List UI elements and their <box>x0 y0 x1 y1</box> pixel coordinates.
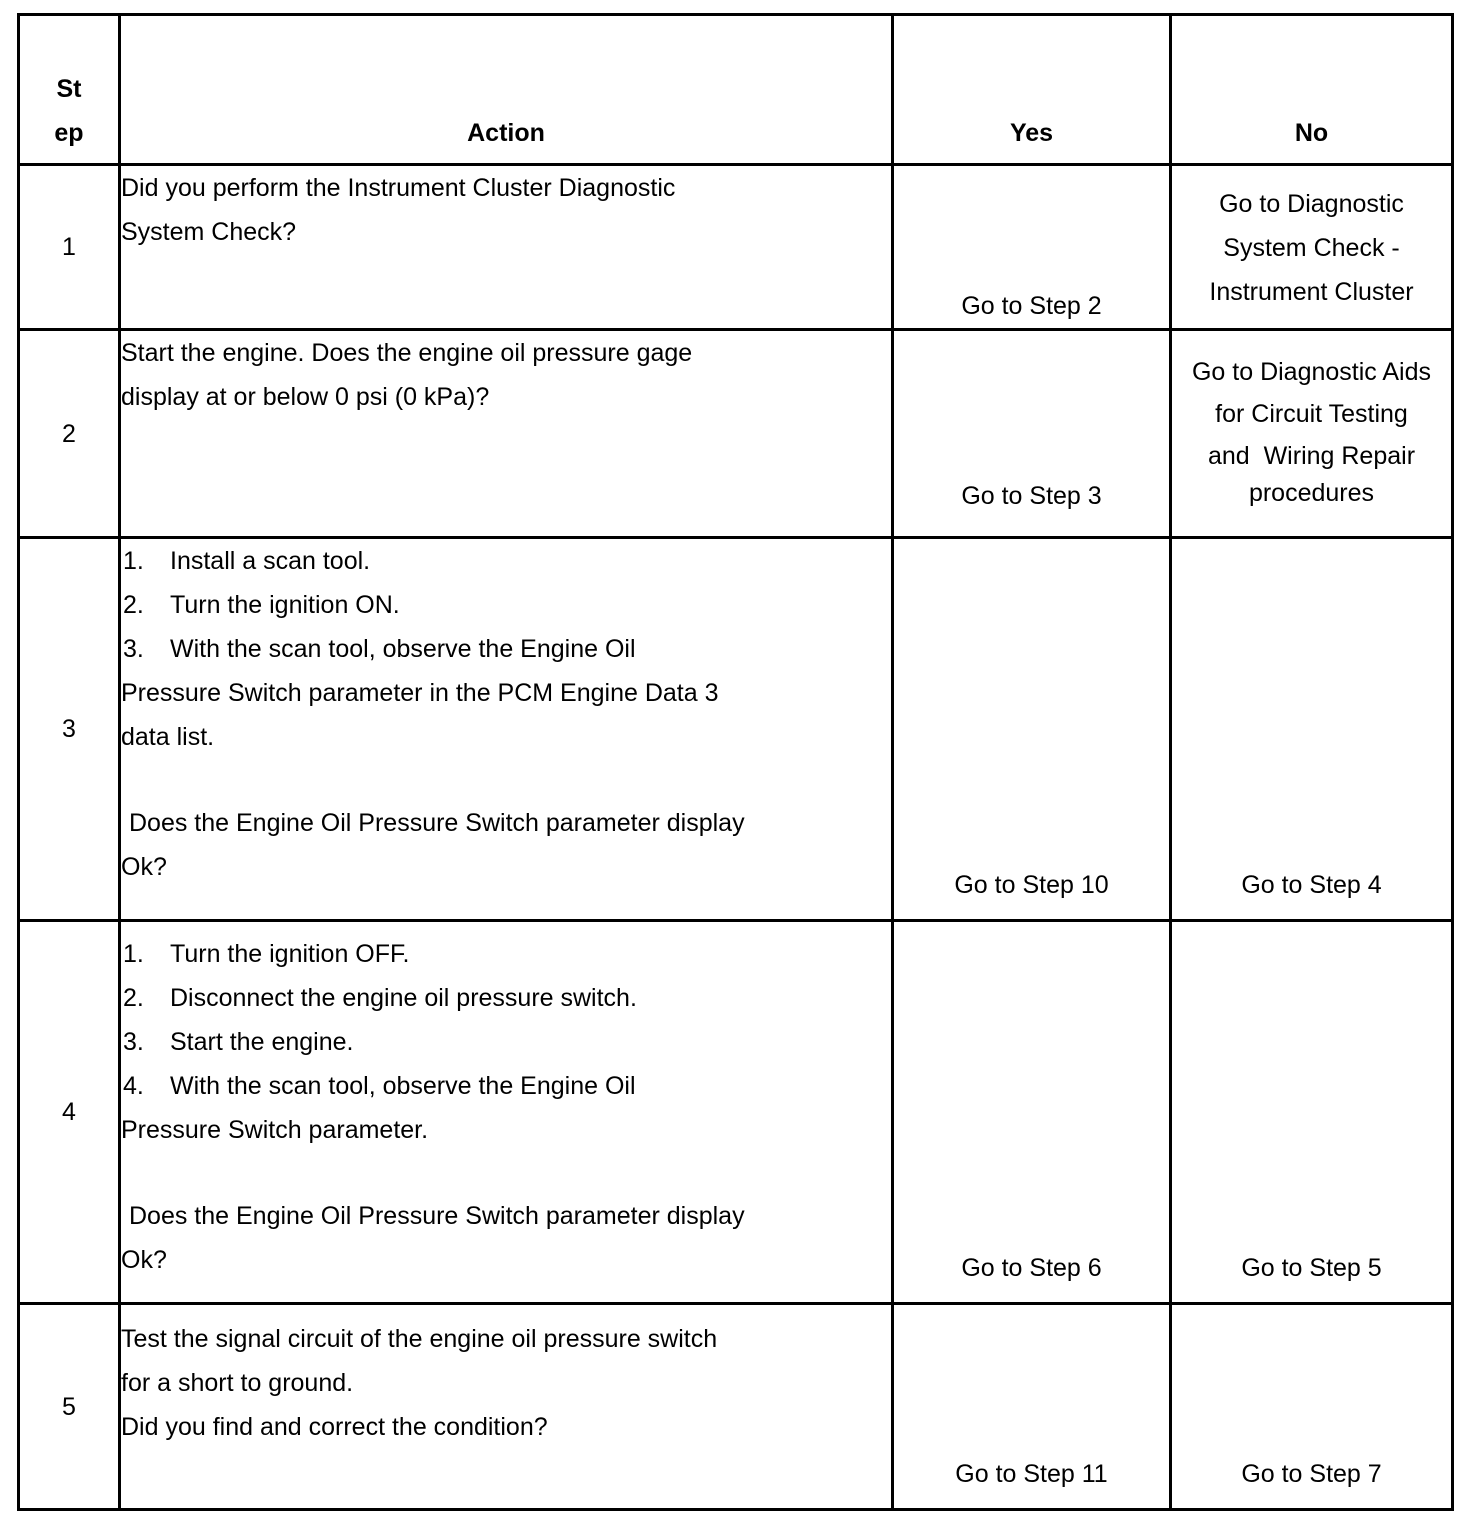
item-text: Install a scan tool. <box>170 547 371 575</box>
action-line: Start the engine. Does the engine oil pressure gage <box>121 339 693 367</box>
step-number: 5 <box>19 1304 120 1510</box>
numbered-item <box>121 976 891 1020</box>
item-number: 4. <box>123 1072 144 1100</box>
numbered-item <box>121 1064 891 1108</box>
diagnostic-table <box>17 13 1454 1511</box>
item-number: 3. <box>123 635 144 663</box>
numbered-item <box>121 539 891 583</box>
action-line: for a short to ground. <box>121 1369 354 1397</box>
question-line: Does the Engine Oil Pressure Switch parameter display <box>129 1202 745 1230</box>
table-row <box>19 165 1453 330</box>
action-cell <box>120 330 893 538</box>
step-number: 2 <box>19 330 120 538</box>
no-cell: Go to Step 7 <box>1171 1304 1453 1510</box>
action-line: Did you perform the Instrument Cluster Diagnostic <box>121 174 676 202</box>
action-line: data list. <box>121 723 215 751</box>
spacer <box>121 759 891 801</box>
no-line: System Check - <box>1223 234 1400 262</box>
yes-cell: Go to Step 2 <box>893 165 1171 330</box>
action-line: Pressure Switch parameter. <box>121 1116 429 1144</box>
no-cell <box>1171 330 1453 538</box>
question-line: Does the Engine Oil Pressure Switch parameter display <box>129 809 745 837</box>
item-number: 2. <box>123 591 144 619</box>
item-text: Turn the ignition OFF. <box>170 940 410 968</box>
item-text: Disconnect the engine oil pressure switch. <box>170 984 637 1012</box>
header-step-line2: ep <box>54 119 84 147</box>
no-cell <box>1171 165 1453 330</box>
no-line: Go to Diagnostic Aids <box>1191 358 1431 386</box>
action-cell <box>120 165 893 330</box>
no-line: and Wiring Repair <box>1207 442 1416 470</box>
no-cell: Go to Step 5 <box>1171 921 1453 1304</box>
table-row <box>19 921 1453 1304</box>
no-line: for Circuit Testing <box>1215 400 1408 428</box>
action-line: Pressure Switch parameter in the PCM Engine Data 3 <box>121 679 719 707</box>
item-number: 1. <box>123 547 144 575</box>
action-line: Did you find and correct the condition? <box>121 1413 548 1441</box>
step-number: 3 <box>19 538 120 921</box>
numbered-item <box>121 627 891 671</box>
table-row <box>19 330 1453 538</box>
action-line: System Check? <box>121 218 297 246</box>
action-cell <box>120 1304 893 1510</box>
header-action: Action <box>120 15 893 165</box>
table-row <box>19 1304 1453 1510</box>
numbered-item <box>121 1020 891 1064</box>
item-text: With the scan tool, observe the Engine Oil <box>170 1072 636 1100</box>
no-line: Instrument Cluster <box>1209 278 1414 306</box>
action-line: Test the signal circuit of the engine oil pressure switch <box>121 1325 718 1353</box>
numbered-item <box>121 583 891 627</box>
header-yes: Yes <box>893 15 1171 165</box>
header-step <box>19 15 120 165</box>
yes-cell: Go to Step 11 <box>893 1304 1171 1510</box>
header-row <box>19 15 1453 165</box>
question-line: Ok? <box>121 853 167 881</box>
no-line: Go to Diagnostic <box>1219 190 1404 218</box>
no-line: procedures <box>1248 479 1375 507</box>
table-row <box>19 538 1453 921</box>
header-no: No <box>1171 15 1453 165</box>
no-cell: Go to Step 4 <box>1171 538 1453 921</box>
action-cell <box>120 538 893 921</box>
question-line: Ok? <box>121 1246 167 1274</box>
item-number: 3. <box>123 1028 144 1056</box>
numbered-item <box>121 932 891 976</box>
item-text: Start the engine. <box>170 1028 354 1056</box>
spacer <box>121 1152 891 1194</box>
action-cell <box>120 921 893 1304</box>
item-number: 2. <box>123 984 144 1012</box>
item-text: With the scan tool, observe the Engine Oil <box>170 635 636 663</box>
yes-cell: Go to Step 10 <box>893 538 1171 921</box>
step-number: 1 <box>19 165 120 330</box>
item-text: Turn the ignition ON. <box>170 591 400 619</box>
step-number: 4 <box>19 921 120 1304</box>
header-step-line1: St <box>56 75 82 103</box>
action-line: display at or below 0 psi (0 kPa)? <box>121 383 490 411</box>
yes-cell: Go to Step 6 <box>893 921 1171 1304</box>
yes-cell: Go to Step 3 <box>893 330 1171 538</box>
item-number: 1. <box>123 940 144 968</box>
